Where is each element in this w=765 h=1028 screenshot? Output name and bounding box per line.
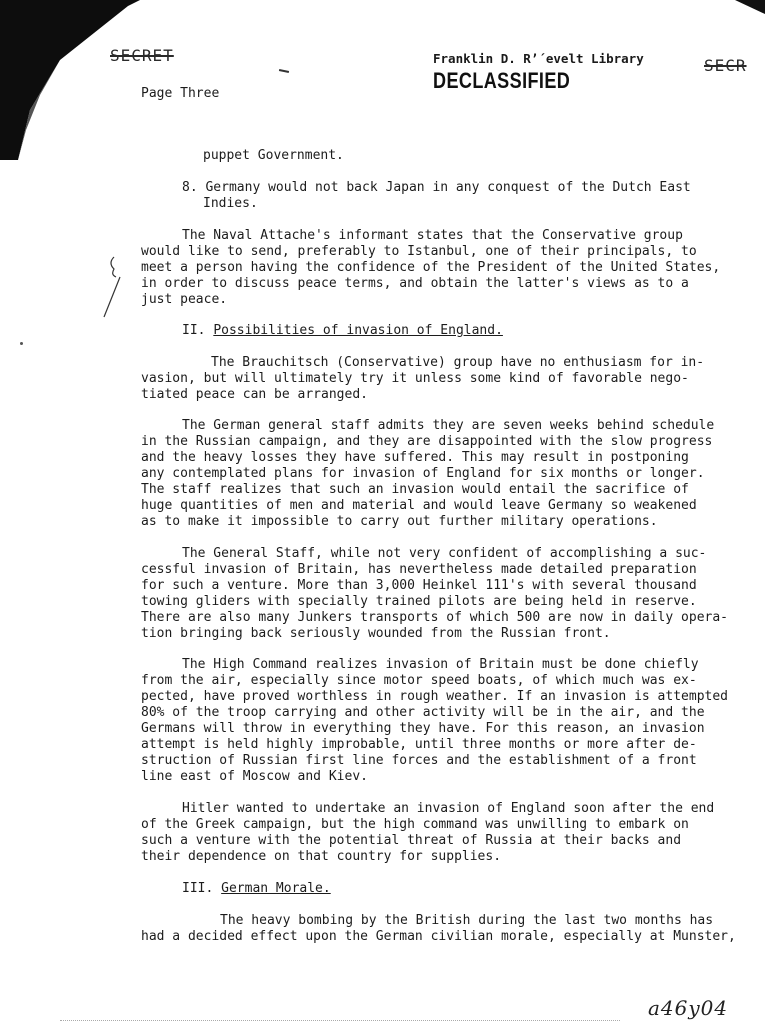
handwritten-reference: a46y04 [648,996,729,1020]
margin-bracket-mark [100,255,124,319]
text-line: attempt is held highly improbable, until three months or more after de- [141,737,697,752]
declassified-stamp: DECLASSIFIED [433,68,571,93]
secret-stamp-crossed-right: SECR [704,56,747,75]
scan-corner-artifact [0,0,140,160]
heading-title: German Morale. [221,881,331,896]
text-line: The staff realizes that such an invasion would entail the sacrifice of [141,482,689,497]
text-line: had a decided effect upon the German civilian morale, especially at Munster, [141,929,736,944]
text-line: The General Staff, while not very confident of accomplishing a suc- [182,546,707,561]
text-line: The German general staff admits they are seven weeks behind schedule [182,418,715,433]
text-line: 80% of the troop carrying and other activity will be in the air, and the [141,705,705,720]
text-line: of the Greek campaign, but the high command was unwilling to embark on [141,817,689,832]
text-line: The heavy bombing by the British during the last two months has [220,913,714,928]
secret-stamp-crossed: SECRET [110,46,174,65]
text-line: tiated peace can be arranged. [141,387,368,402]
text-line: There are also many Junkers transports of which 500 are now in daily opera- [141,610,728,625]
text-line: Indies. [203,196,258,211]
text-line: Hitler wanted to undertake an invasion of England soon after the end [182,801,715,816]
heading-number: II. [182,323,214,338]
text-line: and the heavy losses they have suffered. This may result in postponing [141,450,689,465]
margin-dot [20,342,23,345]
text-line: any contemplated plans for invasion of England for six months or longer. [141,466,705,481]
text-line: would like to send, preferably to Istanbul, one of their principals, to [141,244,697,259]
text-line: The Brauchitsch (Conservative) group have no enthusiasm for in- [211,355,705,370]
heading-number: III. [182,881,222,896]
text-line: as to make it impossible to carry out further military operations. [141,514,658,529]
text-line: struction of Russian first line forces and the establishment of a front [141,753,697,768]
text-line: just peace. [141,292,228,307]
text-line: puppet Government. [203,148,344,163]
library-stamp: Franklin D. R’´evelt Library [433,51,644,66]
section-heading [182,881,331,897]
text-line: from the air, especially since motor speed boats, of which much was ex- [141,673,697,688]
text-line: such a venture with the potential threat of Russia at their backs and [141,833,682,848]
text-line: pected, have proved worthless in rough weather. If an invasion is attempted [141,689,728,704]
text-line: towing gliders with specially trained pilots are being held in reserve. [141,594,697,609]
scan-corner-artifact-right [725,0,765,20]
heading-title: Possibilities of invasion of England. [213,323,503,338]
text-line: The Naval Attache's informant states that the Conservative group [182,228,683,243]
text-line: for such a venture. More than 3,000 Heinkel 111's with several thousand [141,578,697,593]
text-line: their dependence on that country for supplies. [141,849,502,864]
text-line: cessful invasion of Britain, has nevertheless made detailed preparation [141,562,697,577]
text-line: vasion, but will ultimately try it unless some kind of favorable nego- [141,371,689,386]
text-line: line east of Moscow and Kiev. [141,769,368,784]
bottom-dotted-rule [60,1020,620,1021]
section-heading [182,323,503,339]
text-line: tion bringing back seriously wounded from the Russian front. [141,626,611,641]
text-line: 8. Germany would not back Japan in any conquest of the Dutch East [182,180,691,195]
text-line: in the Russian campaign, and they are disappointed with the slow progress [141,434,713,449]
text-line: Germans will throw in everything they have. For this reason, an invasion [141,721,705,736]
pen-tick-mark [279,69,289,73]
text-line: meet a person having the confidence of the President of the United States, [141,260,721,275]
text-line: huge quantities of men and material and would leave Germany so weakened [141,498,697,513]
text-line: in order to discuss peace terms, and obtain the latter's views as to a [141,276,689,291]
page-number: Page Three [141,86,220,101]
text-line: The High Command realizes invasion of Britain must be done chiefly [182,657,699,672]
